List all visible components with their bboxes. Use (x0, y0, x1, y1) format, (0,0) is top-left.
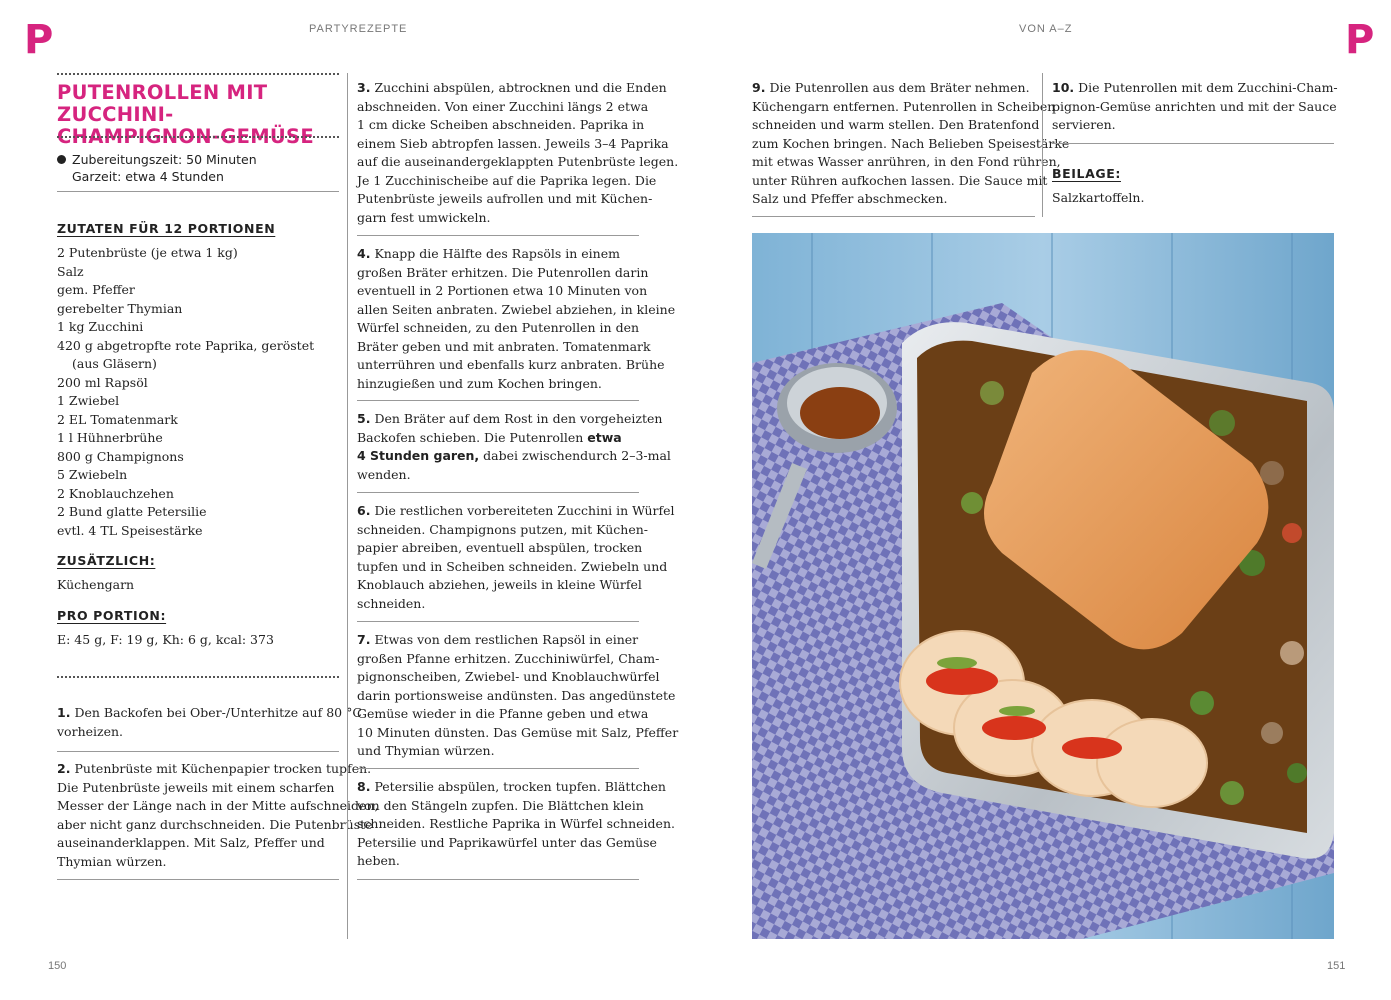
title-top-divider (57, 73, 339, 75)
step-text: Den Bräter auf dem Rost in den vorgeheizten (374, 411, 663, 426)
step-1 (57, 704, 362, 741)
divider (57, 191, 339, 192)
step-emphasis: 4 Stunden garen, (357, 448, 480, 463)
step-text: Zucchini abspülen, abtrocknen und die Enden (374, 80, 667, 95)
side-text: Salzkartoffeln. (1052, 190, 1145, 205)
step-number: 9. (752, 80, 766, 95)
step-number: 3. (357, 80, 371, 95)
step-text: schneiden. Restliche Paprika in Würfel schneiden. (357, 816, 675, 831)
ingredient: Salz (57, 263, 84, 279)
step-text: einem Sieb abtropfen lassen. Jeweils 3–4 Paprika (357, 135, 669, 151)
step-6 (357, 502, 675, 613)
time-info (57, 151, 257, 185)
step-text: pignon-Gemüse anrichten und mit der Sauce (1052, 98, 1337, 114)
step-text: Den Backofen bei Ober-/Unterhitze auf 80 °C (74, 705, 362, 720)
steps-divider (57, 676, 339, 678)
step-text: Die Putenrollen aus dem Bräter nehmen. (769, 80, 1030, 95)
step-8 (357, 778, 675, 871)
cook-time: Garzeit: etwa 4 Stunden (72, 169, 224, 184)
step-number: 2. (57, 761, 71, 776)
step-text: Würfel schneiden, zu den Putenrollen in den (357, 320, 640, 335)
step-10 (1052, 79, 1338, 135)
step-text: vorheizen. (57, 723, 124, 739)
portion-heading: PRO PORTION: (57, 608, 167, 623)
page-number-left: 150 (48, 960, 67, 972)
step-4 (357, 245, 676, 393)
prep-time: Zubereitungszeit: 50 Minuten (72, 152, 257, 167)
divider (357, 492, 639, 493)
step-text: großen Pfanne erhitzen. Zucchiniwürfel, Cham- (357, 650, 660, 666)
ingredient: 800 g Champignons (57, 448, 184, 464)
step-number: 10. (1052, 80, 1075, 95)
page-number-right: 151 (1327, 960, 1346, 972)
divider (357, 621, 639, 622)
section-letter-right: P (1345, 17, 1375, 63)
recipe-title-line: CHAMPIGNON-GEMÜSE (57, 125, 315, 148)
step-text: tupfen und in Scheiben schneiden. Zwiebeln und (357, 558, 668, 574)
column-divider (1042, 73, 1043, 217)
step-text: auseinanderklappen. Mit Salz, Pfeffer und (57, 835, 325, 850)
divider (357, 400, 639, 401)
step-number: 7. (357, 632, 371, 647)
step-text: servieren. (1052, 117, 1116, 132)
recipe-photo (752, 233, 1334, 939)
section-letter-left: P (24, 17, 54, 63)
ingredient: 1 Zwiebel (57, 393, 120, 408)
divider (357, 235, 639, 236)
step-text: darin portionsweise andünsten. Das angedünstete (357, 687, 676, 703)
ingredient: gerebelter Thymian (57, 300, 183, 316)
step-text: Küchengarn entfernen. Putenrollen in Scheiben (752, 98, 1056, 114)
step-text: von den Stängeln zupfen. Die Blättchen klein (357, 797, 644, 813)
ingredient: 2 Knoblauchzehen (57, 485, 174, 501)
step-text: wenden. (357, 466, 411, 482)
step-text: Die restlichen vorbereiteten Zucchini in Würfel (374, 503, 675, 518)
step-text: großen Bräter erhitzen. Die Putenrollen darin (357, 264, 649, 280)
step-text: 10 Minuten dünsten. Das Gemüse mit Salz, Pfeffer (357, 724, 679, 740)
divider (57, 751, 339, 752)
recipe-title (57, 82, 347, 148)
step-text: eventuell in 2 Portionen etwa 10 Minuten von (357, 283, 648, 298)
step-number: 1. (57, 705, 71, 720)
step-text: Knoblauch abziehen, jeweils in kleine Würfel (357, 577, 642, 592)
ingredient-list (57, 244, 347, 540)
ingredient: 2 EL Tomatenmark (57, 411, 178, 427)
step-text: Die Putenrollen mit dem Zucchini-Cham- (1078, 80, 1338, 95)
clock-icon (57, 155, 66, 164)
title-bottom-divider (57, 136, 339, 138)
step-number: 8. (357, 779, 371, 794)
step-number: 6. (357, 503, 371, 518)
step-text: schneiden und warm stellen. Den Bratenfond (752, 117, 1040, 132)
step-text: Bräter geben und mit anbraten. Tomatenmark (357, 338, 651, 354)
step-text: schneiden. Champignons putzen, mit Küchen- (357, 521, 648, 537)
step-text: Knapp die Hälfte des Rapsöls in einem (374, 246, 620, 261)
side-heading: BEILAGE: (1052, 166, 1121, 181)
extra-text: Küchengarn (57, 577, 135, 592)
step-text: Thymian würzen. (57, 853, 167, 869)
step-text: aber nicht ganz durchschneiden. Die Putenbrüste (57, 816, 373, 832)
portion-text: E: 45 g, F: 19 g, Kh: 6 g, kcal: 373 (57, 632, 274, 647)
ingredient: 1 kg Zucchini (57, 319, 144, 334)
step-text: allen Seiten anbraten. Zwiebel abziehen, in kleine (357, 301, 676, 317)
step-text: papier abreiben, eventuell abspülen, trocken (357, 540, 643, 555)
step-text: und Thymian würzen. (357, 743, 495, 758)
step-text: Salz und Pfeffer abschmecken. (752, 191, 948, 206)
step-7 (357, 631, 679, 761)
step-number: 4. (357, 246, 371, 261)
step-text: unterrühren und ebenfalls kurz anbraten. Brühe (357, 357, 665, 372)
step-text: 1 cm dicke Scheiben abschneiden. Paprika in (357, 117, 645, 132)
ingredient: 420 g abgetropfte rote Paprika, geröstet (57, 337, 315, 353)
step-text: schneiden. (357, 595, 426, 611)
column-divider (347, 73, 348, 939)
ingredient: gem. Pfeffer (57, 282, 135, 297)
step-text: Messer der Länge nach in der Mitte aufschneiden, (57, 798, 379, 813)
ingredient: (aus Gläsern) (72, 356, 157, 371)
step-text: zum Kochen bringen. Nach Belieben Speisestärke (752, 135, 1070, 151)
step-text: abschneiden. Von einer Zucchini längs 2 etwa (357, 98, 649, 114)
divider (357, 879, 639, 880)
ingredient: evtl. 4 TL Speisestärke (57, 522, 203, 538)
step-text: mit etwas Wasser anrühren, in den Fond rühren, (752, 154, 1061, 169)
step-text: Petersilie und Paprikawürfel unter das Gemüse (357, 834, 657, 850)
step-text: dabei zwischendurch 2–3-mal (479, 448, 671, 463)
step-text: Die Putenbrüste jeweils mit einem scharfen (57, 779, 335, 795)
step-text: Backofen schieben. Die Putenrollen (357, 429, 588, 445)
step-3 (357, 79, 679, 227)
ingredient: 5 Zwiebeln (57, 467, 128, 482)
step-emphasis: etwa (587, 429, 622, 445)
step-text: Gemüse wieder in die Pfanne geben und etwa (357, 706, 649, 721)
divider (57, 879, 339, 880)
ingredient: 2 Putenbrüste (je etwa 1 kg) (57, 245, 238, 260)
ingredients-heading: ZUTATEN FÜR 12 PORTIONEN (57, 221, 276, 236)
step-number: 5. (357, 411, 371, 426)
step-text: Je 1 Zucchinischeibe auf die Paprika legen. Die (357, 172, 657, 188)
ingredient: 200 ml Rapsöl (57, 374, 148, 390)
step-text: Petersilie abspülen, trocken tupfen. Blättchen (374, 779, 666, 794)
step-text: pignonscheiben, Zwiebel- und Knoblauchwürfel (357, 669, 660, 684)
step-text: heben. (357, 853, 400, 868)
step-text: Putenbrüste mit Küchenpapier trocken tupfen. (74, 761, 372, 776)
recipe-title-line: PUTENROLLEN MIT ZUCCHINI- (57, 81, 268, 126)
divider (1052, 143, 1334, 144)
divider (752, 216, 1035, 217)
step-5 (357, 410, 671, 484)
step-text: Etwas von dem restlichen Rapsöl in einer (374, 632, 639, 647)
step-text: hinzugießen und zum Kochen bringen. (357, 375, 602, 391)
divider (357, 768, 639, 769)
step-text: garn fest umwickeln. (357, 209, 491, 225)
running-head-right: VON A–Z (1019, 23, 1073, 35)
extra-heading: ZUSÄTZLICH: (57, 553, 156, 568)
ingredient: 2 Bund glatte Petersilie (57, 504, 207, 519)
step-text: unter Rühren aufkochen lassen. Die Sauce mit (752, 172, 1048, 188)
running-head-left: PARTYREZEPTE (309, 23, 408, 35)
ingredient: 1 l Hühnerbrühe (57, 430, 163, 445)
step-text: auf die auseinandergeklappten Putenbrüste legen. (357, 154, 679, 169)
step-text: Putenbrüste jeweils aufrollen und mit Küchen- (357, 191, 653, 206)
